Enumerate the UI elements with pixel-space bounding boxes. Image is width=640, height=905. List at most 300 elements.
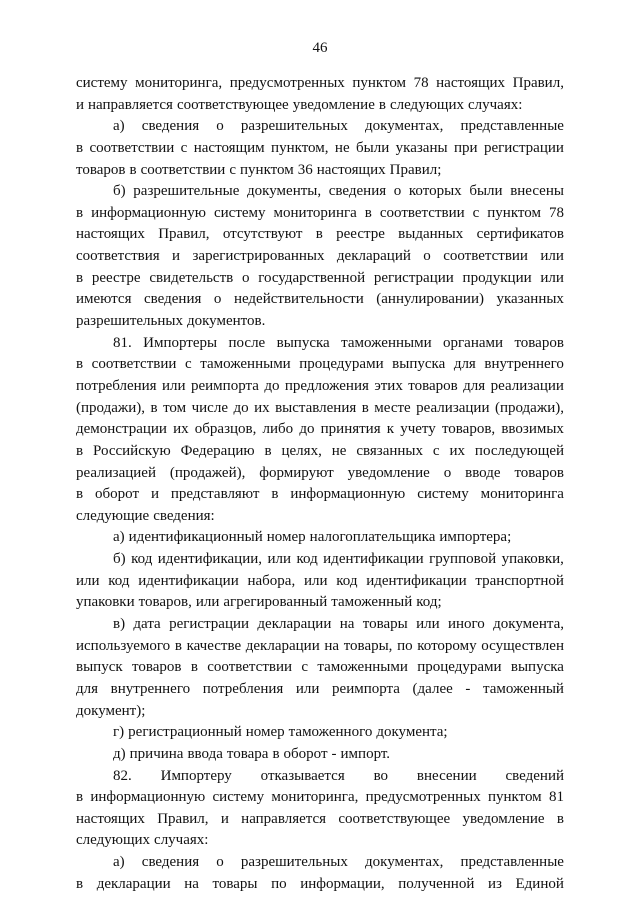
word: импорт.: [340, 745, 391, 762]
word: выпуск: [76, 659, 123, 676]
text-line: [76, 657, 564, 679]
word: код: [296, 551, 318, 568]
word: номер: [245, 724, 285, 741]
word: таможенными: [200, 356, 291, 373]
word: товаров: [514, 334, 564, 351]
word: которых: [408, 183, 462, 200]
page-number: 46: [312, 40, 328, 56]
word: их: [254, 399, 270, 416]
word: в): [113, 616, 126, 633]
word: пунктом: [240, 161, 294, 178]
word: в: [174, 637, 182, 654]
word: разрешительных: [76, 313, 183, 330]
word: реимпорта: [190, 377, 259, 394]
word: в: [190, 659, 198, 676]
text-line: [76, 830, 564, 852]
word: соответствующее: [176, 96, 289, 113]
word: настоящих: [76, 810, 145, 827]
text-line: [76, 116, 564, 138]
text-line: [76, 592, 564, 614]
word: до: [299, 421, 315, 438]
word: регистрации: [483, 139, 564, 156]
word: уведомление: [462, 810, 545, 827]
word: сведения: [141, 854, 200, 871]
word: систему: [213, 204, 266, 221]
word: качестве: [186, 637, 242, 654]
word: в: [272, 745, 280, 762]
text-line: [76, 138, 564, 160]
text-line: [76, 95, 564, 117]
word: Правил,: [158, 226, 210, 243]
word: с: [472, 204, 480, 221]
word: групповой: [429, 551, 497, 568]
word: последующей: [474, 442, 564, 459]
word: а): [113, 854, 125, 871]
text-line: [76, 852, 564, 874]
word: сведения: [328, 183, 387, 200]
word: (аннулировании): [376, 291, 484, 308]
word: с: [432, 442, 440, 459]
word: таможенными: [341, 334, 432, 351]
word: настоящих: [436, 75, 506, 91]
word: код: [336, 572, 358, 589]
text-line: [76, 289, 564, 311]
text-line: [76, 419, 564, 441]
word: код: [131, 551, 153, 568]
document-body: [76, 73, 564, 895]
word: идентификации: [138, 572, 239, 589]
word: в: [76, 875, 84, 892]
word: внесены: [510, 183, 564, 200]
word: из: [487, 875, 502, 892]
word: товаров,: [138, 594, 192, 611]
word: 81: [548, 789, 564, 806]
word: декларации: [245, 637, 320, 654]
word: следующих: [389, 96, 464, 113]
word: предусмотренных: [229, 75, 345, 91]
word: импортера;: [439, 529, 512, 546]
word: -: [465, 680, 471, 697]
word: реализации: [490, 377, 564, 394]
word: месте: [374, 399, 411, 416]
text-line: [76, 787, 564, 809]
text-line: [76, 701, 564, 723]
word: агрегированный: [223, 594, 328, 611]
word: их: [449, 442, 466, 459]
text-line: [76, 809, 564, 831]
word: в: [361, 399, 369, 416]
word: соответствии: [89, 139, 175, 156]
word: потребления: [76, 377, 157, 394]
word: свидетельств: [149, 269, 234, 286]
word: д): [113, 745, 126, 762]
text-line: [76, 376, 564, 398]
text-line: [76, 441, 564, 463]
word: представленные: [460, 118, 564, 135]
word: следующие: [76, 507, 150, 524]
word: процедурами: [299, 356, 384, 373]
word: не: [334, 139, 350, 156]
word: уведомление: [292, 96, 375, 113]
text-line: [76, 722, 564, 744]
word: формируют: [259, 464, 334, 481]
word: о: [423, 248, 431, 265]
text-line: [76, 679, 564, 701]
word: товаров: [131, 659, 182, 676]
word: используемого: [76, 637, 171, 654]
word: товаров: [76, 161, 126, 178]
word: органами: [443, 334, 504, 351]
word: по: [271, 875, 287, 892]
word: набора,: [247, 572, 296, 589]
word: и: [172, 248, 181, 265]
word: настоящих: [76, 226, 145, 243]
word: направляется: [88, 96, 173, 113]
word: информации,: [300, 875, 385, 892]
word: в: [378, 96, 386, 113]
text-line: [76, 484, 564, 506]
text-line: [76, 527, 564, 549]
word: указаны: [395, 139, 448, 156]
word: 78: [413, 75, 429, 91]
word: с: [301, 659, 309, 676]
word: продукции: [462, 269, 532, 286]
word: о: [241, 269, 250, 286]
word: сертификатов: [476, 226, 564, 243]
word: Федерацию: [180, 442, 255, 459]
word: документа;: [376, 724, 448, 741]
word: или: [162, 377, 186, 394]
word: разрешительных: [240, 118, 348, 135]
word: к: [386, 421, 395, 438]
text-line: [76, 181, 564, 203]
word: отказывается: [260, 767, 345, 784]
word: сведения: [141, 118, 200, 135]
word: в: [76, 442, 84, 459]
word: 78: [548, 204, 564, 221]
word: потребления: [202, 680, 284, 697]
word: пунктом: [487, 789, 542, 806]
word: мониторинга: [480, 486, 564, 503]
word: демонстрации: [76, 421, 167, 438]
word: упаковки,: [501, 551, 564, 568]
word: соответствии: [379, 204, 465, 221]
word: соответствии: [207, 659, 293, 676]
word: о: [393, 183, 402, 200]
word: соответствии: [91, 356, 177, 373]
word: (продажи),: [494, 399, 564, 416]
word: -: [331, 745, 337, 762]
word: в: [315, 226, 323, 243]
word: предусмотренных: [365, 789, 481, 806]
word: документов.: [186, 313, 266, 330]
word: случаях:: [154, 832, 209, 849]
word: отсутствуют: [222, 226, 303, 243]
word: ввозимых: [501, 421, 564, 438]
word: информационную: [90, 789, 206, 806]
word: 81.: [113, 334, 132, 351]
word: соответствии: [140, 161, 226, 178]
text-line: [76, 224, 564, 246]
word: представляют: [170, 486, 260, 503]
word: до: [264, 377, 280, 394]
word: а): [113, 529, 125, 546]
word: ввода: [187, 745, 223, 762]
word: выданных: [398, 226, 464, 243]
word: в: [76, 269, 84, 286]
word: дата: [133, 616, 161, 633]
word: не: [331, 442, 347, 459]
word: 36: [297, 161, 313, 178]
word: числе: [191, 399, 228, 416]
word: или: [416, 616, 440, 633]
word: соответствия: [76, 248, 160, 265]
word: таможенного: [288, 724, 373, 741]
word: товаров: [408, 377, 458, 394]
text-line: [76, 506, 564, 528]
word: документа,: [493, 616, 564, 633]
word: осуществлен: [481, 637, 564, 654]
word: информационную: [91, 204, 206, 221]
word: с: [229, 161, 237, 178]
word: и: [150, 486, 159, 503]
word: недействительности: [233, 291, 364, 308]
word: и: [220, 810, 229, 827]
word: государственной: [258, 269, 366, 286]
text-line: [76, 571, 564, 593]
word: образцов,: [194, 421, 257, 438]
word: в: [76, 204, 84, 221]
text-line: [76, 874, 564, 896]
word: декларации: [96, 875, 171, 892]
word: информационную: [290, 486, 406, 503]
word: систему: [417, 486, 469, 503]
word: идентификации: [366, 572, 467, 589]
word: Импортеру: [160, 767, 232, 784]
word: о: [213, 291, 222, 308]
word: указанных: [496, 291, 564, 308]
word: в: [264, 442, 272, 459]
word: таможенный: [331, 594, 413, 611]
word: декларации: [257, 616, 332, 633]
word: документах,: [364, 854, 444, 871]
word: таможенный: [482, 680, 564, 697]
word: в: [76, 789, 84, 806]
text-line: [76, 636, 564, 658]
word: разрешительных: [240, 854, 348, 871]
word: имеются: [76, 291, 132, 308]
word: принятия: [320, 421, 381, 438]
word: о: [216, 118, 224, 135]
word: вводе: [465, 464, 501, 481]
word: выпуска: [510, 659, 564, 676]
word: реестре: [91, 269, 141, 286]
word: в: [556, 810, 564, 827]
word: или: [303, 572, 328, 589]
word: код: [108, 572, 130, 589]
word: которому: [417, 637, 477, 654]
word: или: [295, 680, 320, 697]
word: г): [113, 724, 125, 741]
word: Правил;: [389, 161, 442, 178]
word: связанных: [356, 442, 423, 459]
word: регистрационный: [128, 724, 242, 741]
word: соответствии: [443, 248, 528, 265]
word: иного: [447, 616, 485, 633]
word: с: [180, 139, 188, 156]
word: таможенными: [317, 659, 408, 676]
word: реализацией: [76, 464, 156, 481]
word: на: [184, 875, 199, 892]
word: в: [271, 486, 279, 503]
word: в: [76, 356, 84, 373]
word: транспортной: [475, 572, 564, 589]
word: и: [76, 96, 85, 113]
word: внутреннего: [110, 680, 191, 697]
word: идентификации,: [157, 551, 263, 568]
word: сведения:: [153, 507, 215, 524]
word: пунктом: [487, 204, 541, 221]
word: а): [113, 118, 125, 135]
word: Российскую: [93, 442, 171, 459]
word: в: [129, 161, 137, 178]
word: по: [397, 637, 413, 654]
word: либо: [262, 421, 294, 438]
word: внесении: [416, 767, 477, 784]
word: или: [267, 551, 292, 568]
word: на: [339, 616, 355, 633]
word: б): [113, 551, 126, 568]
word: документах,: [364, 118, 444, 135]
word: Правил,: [157, 810, 209, 827]
word: Правил,: [512, 75, 564, 91]
word: товары: [212, 875, 258, 892]
word: были: [356, 139, 390, 156]
word: или: [540, 248, 564, 265]
word: на: [324, 637, 340, 654]
word: товары: [362, 616, 408, 633]
word: причина: [129, 745, 184, 762]
word: выставления: [275, 399, 357, 416]
text-line: [76, 73, 564, 95]
word: разрешительные: [133, 183, 240, 200]
word: Единой: [515, 875, 564, 892]
word: регистрации: [373, 269, 454, 286]
word: сведений: [505, 767, 564, 784]
word: упаковки: [76, 594, 135, 611]
word: товаров,: [441, 421, 496, 438]
word: товара: [226, 745, 269, 762]
text-line: [76, 311, 564, 333]
word: учету: [400, 421, 436, 438]
word: в: [150, 399, 158, 416]
word: 82.: [113, 767, 132, 784]
word: их: [173, 421, 189, 438]
text-line: [76, 268, 564, 290]
word: налогоплательщика: [309, 529, 436, 546]
word: при: [453, 139, 478, 156]
text-line: [76, 614, 564, 636]
word: или: [540, 269, 564, 286]
text-line: [76, 766, 564, 788]
word: документы,: [247, 183, 322, 200]
word: (продажи),: [76, 399, 146, 416]
word: код;: [416, 594, 442, 611]
text-line: [76, 203, 564, 225]
word: уведомление: [347, 464, 430, 481]
text-line: [76, 398, 564, 420]
word: настоящим: [193, 139, 265, 156]
word: систему: [212, 789, 265, 806]
word: или: [195, 594, 220, 611]
word: оборот: [95, 486, 140, 503]
word: о: [443, 464, 452, 481]
word: реестре: [336, 226, 385, 243]
word: в: [76, 139, 84, 156]
word: мониторинга,: [135, 75, 223, 91]
word: с: [184, 356, 192, 373]
word: идентификации: [323, 551, 424, 568]
word: или: [76, 572, 100, 589]
word: оборот: [283, 745, 328, 762]
word: процедурами: [417, 659, 502, 676]
word: настоящих: [316, 161, 386, 178]
text-line: [76, 246, 564, 268]
word: выпуска: [392, 356, 446, 373]
word: до: [233, 399, 249, 416]
word: во: [373, 767, 389, 784]
word: были: [469, 183, 503, 200]
word: целях,: [281, 442, 322, 459]
word: для: [453, 356, 476, 373]
word: пунктом: [352, 75, 407, 91]
word: о: [216, 854, 224, 871]
word: следующих: [76, 832, 151, 849]
word: в: [76, 486, 84, 503]
word: регистрации: [169, 616, 250, 633]
word: этих: [374, 377, 403, 394]
word: документ);: [76, 702, 146, 719]
text-line: [76, 549, 564, 571]
word: сведения: [144, 291, 202, 308]
word: внутреннего: [484, 356, 564, 373]
word: реимпорта: [332, 680, 400, 697]
word: (далее: [412, 680, 453, 697]
word: для: [76, 680, 99, 697]
word: пунктом,: [271, 139, 329, 156]
word: соответствующее: [338, 810, 451, 827]
word: выпуска: [276, 334, 330, 351]
text-line: [76, 463, 564, 485]
word: номер: [266, 529, 306, 546]
word: деклараций: [336, 248, 411, 265]
word: б): [113, 183, 126, 200]
word: в: [364, 204, 372, 221]
word: мониторинга,: [271, 789, 359, 806]
word: направляется: [241, 810, 327, 827]
word: товаров: [514, 464, 564, 481]
text-line: [76, 160, 564, 182]
text-line: [76, 744, 564, 766]
word: случаях:: [467, 96, 523, 113]
word: полученной: [398, 875, 475, 892]
word: систему: [76, 75, 128, 91]
word: мониторинга: [273, 204, 357, 221]
word: после: [228, 334, 266, 351]
word: том: [163, 399, 187, 416]
word: Импортеры: [143, 334, 218, 351]
word: представленные: [460, 854, 564, 871]
